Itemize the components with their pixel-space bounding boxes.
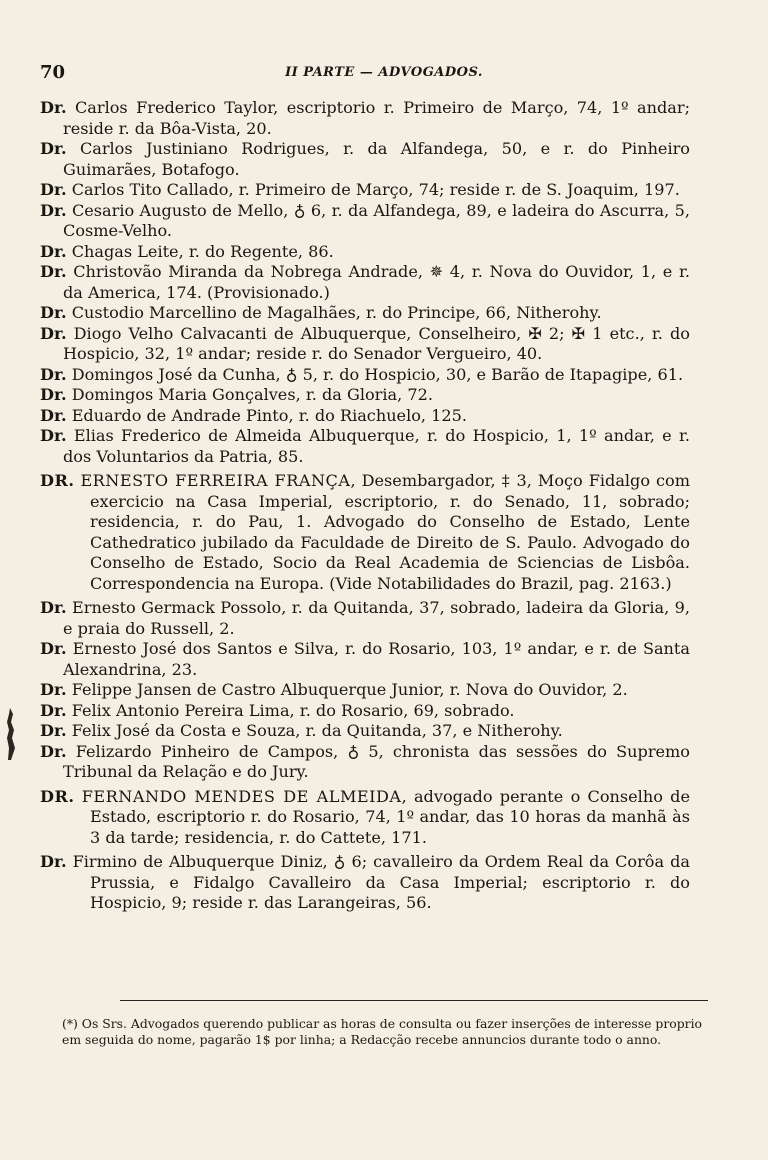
binding-mark: [2, 708, 16, 760]
entry-text: Eduardo de Andrade Pinto, r. do Riachuelo, 125.: [71, 405, 467, 425]
directory-entry: [40, 365, 690, 386]
entry-text: Carlos Frederico Taylor, escriptorio r. Primeiro de Março, 74, 1º andar; reside r. da Bôa-Vista, 20.: [63, 98, 691, 138]
entry-prefix: DR.: [40, 471, 75, 490]
entry-text: Felippe Jansen de Castro Albuquerque Junior, r. Nova do Ouvidor, 2.: [71, 680, 628, 699]
directory-entry: [40, 139, 690, 180]
entry-text: Diogo Velho Calvacanti de Albuquerque, Conselheiro, ✠ 2; ✠ 1 etc., r. do Hospicio, 32, 1º andar; reside r. do Senador Vergueiro, 40.: [63, 323, 691, 363]
directory-entry: [40, 639, 690, 680]
entry-text: Carlos Tito Callado, r. Primeiro de Março, 74; reside r. de S. Joaquim, 197.: [71, 180, 680, 199]
directory-entry: [40, 303, 690, 324]
entry-text: Chagas Leite, r. do Regente, 86.: [71, 241, 334, 261]
entry-name: ERNESTO FERREIRA FRANÇA: [80, 471, 351, 490]
directory-entry: [40, 385, 690, 406]
entry-prefix: Dr.: [40, 852, 67, 871]
running-head: II PARTE — ADVOGADOS.: [285, 65, 483, 80]
footnote-rule: [120, 1000, 708, 1001]
page-number: 70: [40, 62, 66, 83]
entry-list: [40, 98, 690, 918]
entry-prefix: Dr.: [40, 598, 67, 617]
entry-text: , Desembargador, ‡ 3, Moço Fidalgo com exercicio na Casa Imperial, escriptorio, r. do Senado, 11, sobrado; residencia, r. do Pau, 1. Advogado do Conselho de Estado, Lente Cathedratico jubilado da Faculdade de Direito de S. Paulo. Advogado do Conselho de Estado, Socio da Real Academia de Sciencias de Lisbôa. Correspondencia na Europa. (Vide Notabilidades do Brazil, pag. 2163.): [90, 471, 691, 593]
entry-prefix: DR.: [40, 786, 75, 806]
entry-prefix: Dr.: [40, 98, 67, 117]
entry-text: Christovão Miranda da Nobrega Andrade, ✵ 4, r. Nova do Ouvidor, 1, e r. da America, 174. (Provisionado.): [63, 262, 690, 302]
entry-text: Domingos José da Cunha, ♁ 5, r. do Hospicio, 30, e Barão de Itapagipe, 61.: [71, 364, 684, 384]
entry-text: Domingos Maria Gonçalves, r. da Gloria, 72.: [71, 385, 433, 404]
entry-prefix: Dr.: [40, 364, 67, 384]
entry-prefix: Dr.: [40, 721, 67, 740]
directory-entry: [40, 787, 690, 849]
entry-text: Cesario Augusto de Mello, ♁ 6, r. da Alfandega, 89, e ladeira do Ascurra, 5, Cosme-Velho.: [63, 200, 690, 240]
directory-entry: [40, 406, 690, 427]
directory-entry: [40, 324, 690, 365]
entry-prefix: Dr.: [40, 241, 67, 261]
entry-prefix: Dr.: [40, 741, 67, 761]
entry-prefix: Dr.: [40, 385, 67, 404]
directory-entry: [40, 680, 690, 701]
directory-entry: [40, 98, 690, 139]
entry-prefix: Dr.: [40, 639, 67, 658]
entry-text: Elias Frederico de Almeida Albuquerque, r. do Hospicio, 1, 1º andar, e r. dos Voluntarios da Patria, 85.: [63, 426, 690, 466]
entry-text: Carlos Justiniano Rodrigues, r. da Alfandega, 50, e r. do Pinheiro Guimarães, Botafogo.: [63, 139, 690, 179]
directory-entry: [40, 598, 690, 639]
directory-entry: [40, 742, 690, 783]
entry-text: Ernesto Germack Possolo, r. da Quitanda, 37, sobrado, ladeira da Gloria, 9, e praia do Russell, 2.: [63, 598, 690, 638]
entry-prefix: Dr.: [40, 700, 67, 720]
entry-prefix: Dr.: [40, 680, 67, 699]
entry-text: Felix José da Costa e Souza, r. da Quitanda, 37, e Nitherohy.: [71, 721, 563, 740]
footnote: (*) Os Srs. Advogados querendo publicar as horas de consulta ou fazer inserções de interesse proprio em seguida do nome, pagarão 1$ por linha; a Redacção recebe annuncios durante todo o anno.: [62, 1016, 702, 1047]
directory-entry: [40, 852, 690, 914]
entry-prefix: Dr.: [40, 180, 67, 199]
page-header: [40, 62, 728, 86]
entry-text: Felizardo Pinheiro de Campos, ♁ 5, chronista das sessões do Supremo Tribunal da Relação e do Jury.: [63, 741, 690, 781]
directory-entry: [40, 471, 690, 594]
entry-text: Ernesto José dos Santos e Silva, r. do Rosario, 103, 1º andar, e r. de Santa Alexandrina, 23.: [63, 639, 690, 679]
entry-text: Custodio Marcellino de Magalhães, r. do Principe, 66, Nitherohy.: [71, 303, 602, 322]
directory-entry: [40, 180, 690, 201]
directory-entry: [40, 201, 690, 242]
entry-prefix: Dr.: [40, 426, 67, 445]
directory-entry: [40, 262, 690, 303]
entry-text: Firmino de Albuquerque Diniz, ♁ 6; cavalleiro da Ordem Real da Corôa da Prussia, e Fidalgo Cavalleiro da Casa Imperial; escriptorio r. do Hospicio, 9; reside r. das Larangeiras, 56.: [72, 852, 690, 912]
entry-prefix: Dr.: [40, 200, 67, 220]
entry-prefix: Dr.: [40, 139, 67, 158]
entry-text: , advogado perante o Conselho de Estado, escriptorio r. do Rosario, 74, 1º andar, das 10 horas da manhã às 3 da tarde; residencia, r. do Cattete, 171.: [90, 786, 690, 847]
entry-prefix: Dr.: [40, 262, 67, 281]
directory-entry: [40, 701, 690, 722]
entry-name: FERNANDO MENDES DE ALMEIDA: [81, 786, 402, 806]
entry-prefix: Dr.: [40, 405, 67, 425]
directory-entry: [40, 721, 690, 742]
entry-prefix: Dr.: [40, 303, 67, 322]
directory-entry: [40, 426, 690, 467]
directory-entry: [40, 242, 690, 263]
entry-prefix: Dr.: [40, 323, 67, 343]
entry-text: Felix Antonio Pereira Lima, r. do Rosario, 69, sobrado.: [71, 700, 515, 720]
